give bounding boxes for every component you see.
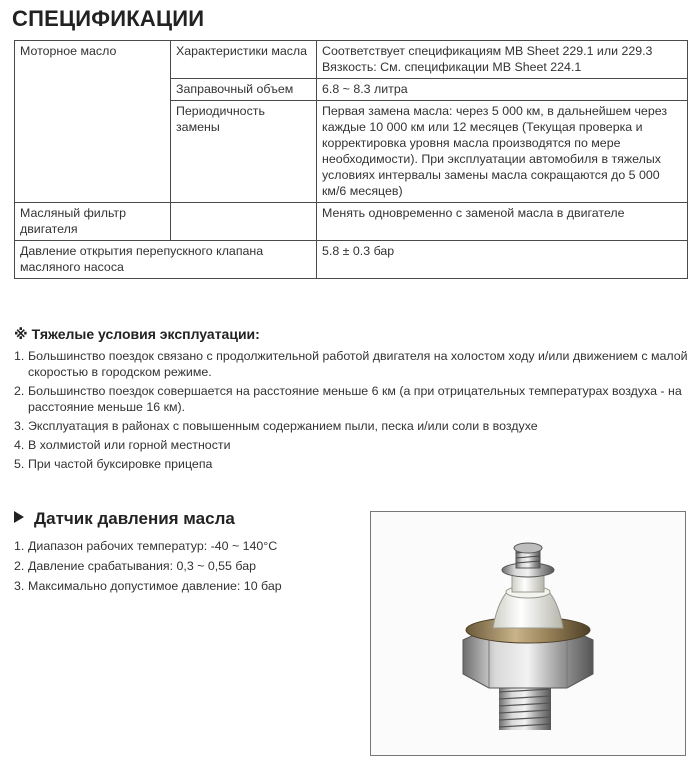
filter-empty-cell: [171, 203, 317, 241]
bypass-label: Давление открытия перепускного клапана масляного насоса: [15, 241, 317, 279]
list-item: [14, 456, 690, 472]
list-item-text: При частой буксировке прицепа: [28, 457, 213, 471]
list-number: 4.: [14, 438, 25, 452]
oil-interval-value: Первая замена масла: через 5 000 км, в дальнейшем через каждые 10 000 км или 12 месяцев (Текущая проверка и корректировка уровня масла производятся по мере необходимости). При эксплуатации автомобиля в тяжелых условиях интервалы замены масла сокращаются до 5 000 км/6 месяцев): [317, 101, 688, 203]
oil-pressure-sensor-heading: [14, 509, 235, 529]
list-number: 2.: [14, 559, 25, 573]
severe-conditions-list: [14, 348, 690, 475]
oil-volume-label: Заправочный объем: [171, 79, 317, 101]
list-number: 1.: [14, 349, 25, 363]
list-item-text: Максимально допустимое давление: 10 бар: [28, 579, 282, 593]
table-row: [15, 241, 688, 279]
list-item: [14, 418, 690, 434]
list-item-text: Эксплуатация в районах с повышенным содержанием пыли, песка и/или соли в воздухе: [28, 419, 538, 433]
list-item: [14, 538, 282, 554]
spec-table: [14, 40, 688, 279]
list-number: 1.: [14, 539, 25, 553]
severe-conditions-title: Тяжелые условия эксплуатации:: [31, 326, 260, 342]
list-number: 3.: [14, 419, 25, 433]
list-item-text: В холмистой или горной местности: [28, 438, 231, 452]
oil-label: Моторное масло: [15, 41, 171, 203]
bypass-value: 5.8 ± 0.3 бар: [317, 241, 688, 279]
oil-spec-line: Соответствует спецификациям MB Sheet 229.1 или 229.3: [322, 44, 653, 58]
list-number: 3.: [14, 579, 25, 593]
oil-characteristics-label: Характеристики масла: [171, 41, 317, 79]
reference-mark-icon: ※: [14, 326, 28, 342]
oil-volume-value: 6.8 ~ 8.3 литра: [317, 79, 688, 101]
table-row: [15, 41, 688, 79]
list-item: [14, 558, 282, 574]
table-row: [15, 203, 688, 241]
severe-conditions-heading: [14, 326, 260, 343]
oil-viscosity-line: Вязкость: См. спецификации MB Sheet 224.1: [322, 60, 582, 74]
oil-characteristics-value: [317, 41, 688, 79]
list-item: [14, 437, 690, 453]
list-item-text: Большинство поездок связано с продолжительной работой двигателя на холостом ходу и/или движением с малой скоростью в городском режиме.: [28, 349, 688, 379]
list-item-text: Диапазон рабочих температур: -40 ~ 140°C: [28, 539, 278, 553]
filter-label: Масляный фильтр двигателя: [15, 203, 171, 241]
sensor-photo-frame: [370, 511, 686, 756]
triangle-bullet-icon: [14, 511, 24, 523]
page-title: СПЕЦИФИКАЦИИ: [12, 6, 205, 31]
list-item-text: Давление срабатывания: 0,3 ~ 0,55 бар: [28, 559, 256, 573]
oil-pressure-sensor-title: Датчик давления масла: [34, 509, 235, 528]
sensor-specs-list: [14, 538, 282, 598]
list-item: [14, 348, 690, 380]
oil-interval-label: Периодичность замены: [171, 101, 317, 203]
oil-pressure-sensor-image: [371, 512, 685, 755]
list-number: 5.: [14, 457, 25, 471]
filter-value: Менять одновременно с заменой масла в двигателе: [317, 203, 688, 241]
list-item: [14, 578, 282, 594]
list-number: 2.: [14, 384, 25, 398]
list-item: [14, 383, 690, 415]
list-item-text: Большинство поездок совершается на расстояние меньше 6 км (а при отрицательных температурах воздуха - на расстояние меньше 16 км).: [28, 384, 682, 414]
